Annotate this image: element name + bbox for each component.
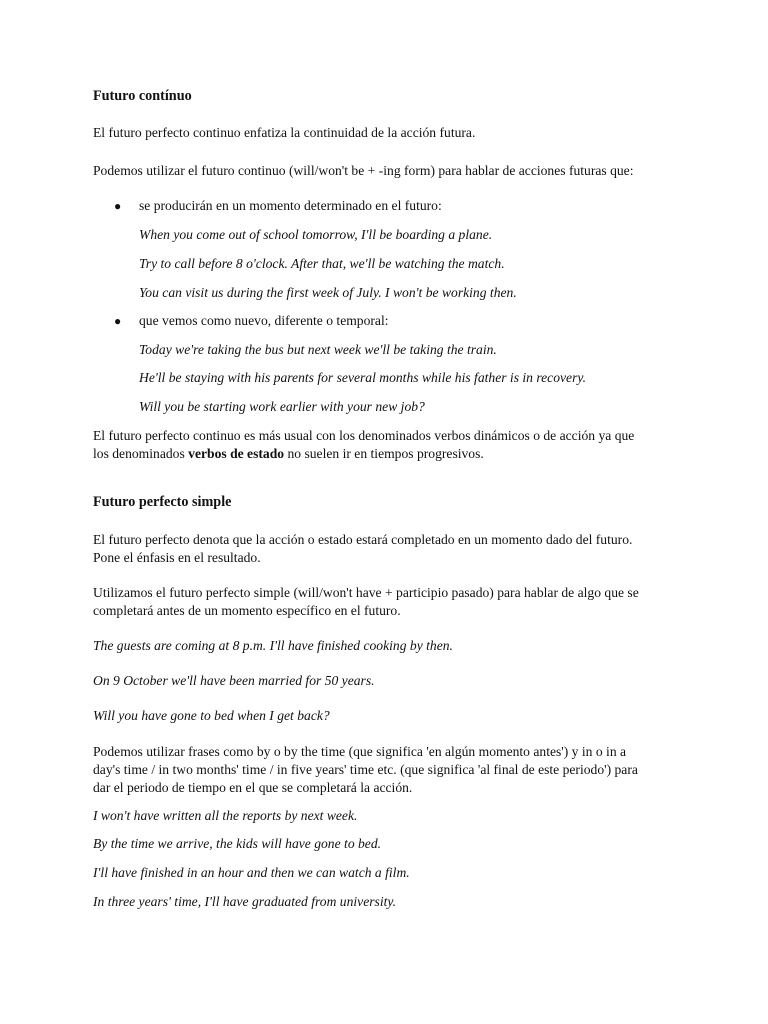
text-line: Pone el énfasis en el resultado. — [93, 550, 261, 565]
example-sentence: He'll be staying with his parents for several months while his father is in recovery. — [139, 370, 587, 385]
bullet-item-label: que vemos como nuevo, diferente o temporal: — [139, 313, 389, 328]
text-line: day's time / in two months' time / in five years' time etc. (que significa 'al final de este periodo') para — [93, 762, 638, 777]
text-line: dar el periodo de tiempo en el que se completará la acción. — [93, 780, 413, 795]
paragraph-phrases — [93, 743, 668, 797]
paragraph-usage: Podemos utilizar el futuro continuo (will/won't be + -ing form) para hablar de acciones futuras que: — [93, 163, 634, 178]
text-line: Podemos utilizar frases como by o by the time (que significa 'en algún momento antes') y in o in a — [93, 744, 627, 759]
bullet-item-label: se producirán en un momento determinado en el futuro: — [139, 198, 442, 213]
text-line: Utilizamos el futuro perfecto simple (will/won't have + participio pasado) para hablar de algo que se — [93, 585, 639, 600]
paragraph-note — [93, 427, 668, 463]
text-line: El futuro perfecto denota que la acción o estado estará completado en un momento dado del futuro. — [93, 532, 633, 547]
example-sentence: In three years' time, I'll have graduated from university. — [93, 894, 397, 909]
paragraph-intro: El futuro perfecto continuo enfatiza la continuidad de la acción futura. — [93, 125, 476, 140]
example-sentence: When you come out of school tomorrow, I'll be boarding a plane. — [139, 227, 493, 242]
note-line-end: no suelen ir en tiempos progresivos. — [284, 446, 484, 461]
example-sentence: On 9 October we'll have been married for 50 years. — [93, 673, 375, 688]
text-line: completará antes de un momento específico en el futuro. — [93, 603, 401, 618]
example-sentence: The guests are coming at 8 p.m. I'll have finished cooking by then. — [93, 638, 453, 653]
example-sentence: Try to call before 8 o'clock. After that, we'll be watching the match. — [139, 256, 505, 271]
example-sentence: Will you have gone to bed when I get back? — [93, 708, 330, 723]
paragraph-usage — [93, 584, 668, 620]
bullet-icon: ● — [114, 314, 122, 328]
section-title-futuro-continuo: Futuro contínuo — [93, 88, 192, 104]
note-line-start: los denominados — [93, 446, 189, 461]
section-title-futuro-perfecto-simple: Futuro perfecto simple — [93, 494, 232, 510]
paragraph-intro — [93, 531, 668, 567]
example-sentence: Today we're taking the bus but next week we'll be taking the train. — [139, 342, 497, 357]
example-sentence: You can visit us during the first week of July. I won't be working then. — [139, 285, 517, 300]
note-line: El futuro perfecto continuo es más usual con los denominados verbos dinámicos o de acción ya que — [93, 428, 635, 443]
example-sentence: I'll have finished in an hour and then we can watch a film. — [93, 865, 410, 880]
example-sentence: I won't have written all the reports by next week. — [93, 808, 358, 823]
bold-term: verbos de estado — [188, 446, 285, 461]
example-sentence: By the time we arrive, the kids will have gone to bed. — [93, 836, 382, 851]
example-sentence: Will you be starting work earlier with your new job? — [139, 399, 425, 414]
bullet-icon: ● — [114, 199, 122, 213]
